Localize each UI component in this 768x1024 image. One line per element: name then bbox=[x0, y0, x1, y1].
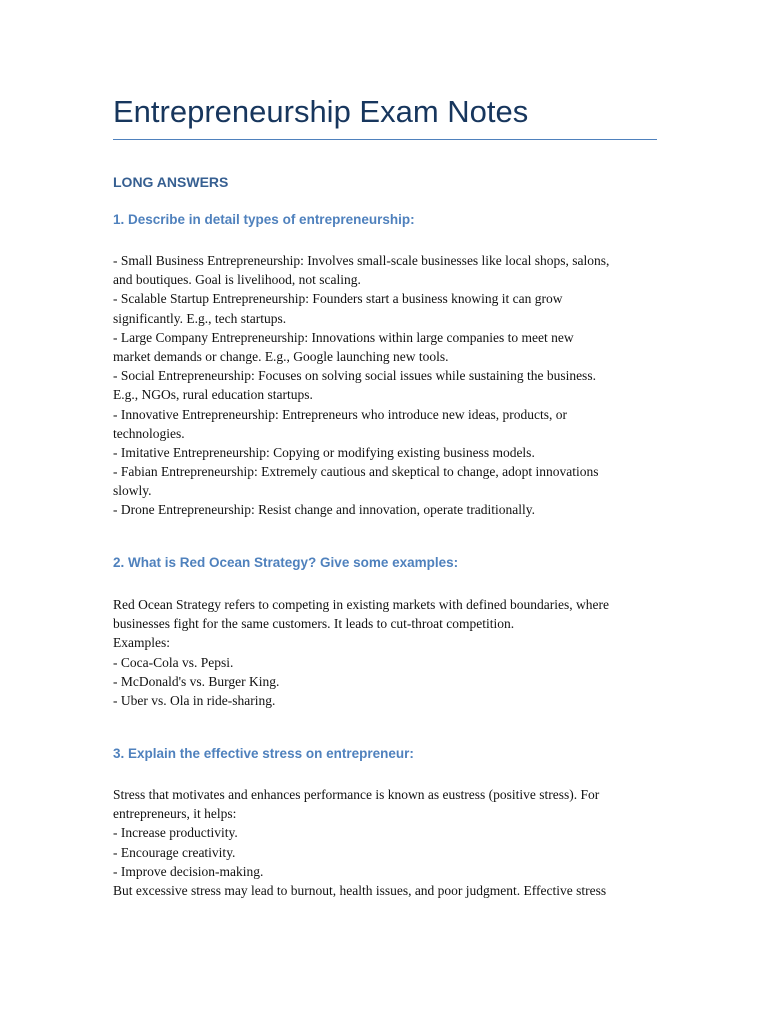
question-1-heading: 1. Describe in detail types of entrepreneurship: bbox=[113, 212, 415, 227]
question-3-heading: 3. Explain the effective stress on entrepreneur: bbox=[113, 746, 414, 761]
answer-line: and boutiques. Goal is livelihood, not scaling. bbox=[113, 272, 361, 288]
answer-line: - Encourage creativity. bbox=[113, 844, 236, 860]
answer-line: - Coca-Cola vs. Pepsi. bbox=[113, 654, 234, 670]
question-2-answer bbox=[113, 595, 673, 710]
question-1-answer bbox=[113, 251, 673, 520]
answer-line: - Improve decision-making. bbox=[113, 863, 264, 879]
title-underline bbox=[113, 139, 657, 140]
answer-line: businesses fight for the same customers. It leads to cut-throat competition. bbox=[113, 616, 515, 632]
answer-line: - Small Business Entrepreneurship: Involves small-scale businesses like local shops, salons, bbox=[113, 253, 610, 268]
answer-line: But excessive stress may lead to burnout, health issues, and poor judgment. Effective stress bbox=[113, 882, 607, 898]
page-title: Entrepreneurship Exam Notes bbox=[113, 94, 529, 129]
answer-line: Red Ocean Strategy refers to competing in existing markets with defined boundaries, where bbox=[113, 597, 609, 612]
answer-line: - Large Company Entrepreneurship: Innovations within large companies to meet new bbox=[113, 329, 574, 345]
answer-line: Examples: bbox=[113, 635, 170, 651]
answer-line: - Social Entrepreneurship: Focuses on solving social issues while sustaining the business. bbox=[113, 368, 596, 384]
answer-line: - Imitative Entrepreneurship: Copying or modifying existing business models. bbox=[113, 444, 535, 460]
section-heading-long-answers: LONG ANSWERS bbox=[113, 174, 229, 190]
question-3-answer bbox=[113, 785, 673, 900]
answer-line: technologies. bbox=[113, 425, 185, 441]
answer-line: - Drone Entrepreneurship: Resist change and innovation, operate traditionally. bbox=[113, 502, 535, 518]
answer-line: - Scalable Startup Entrepreneurship: Founders start a business knowing it can grow bbox=[113, 291, 563, 307]
question-2-heading: 2. What is Red Ocean Strategy? Give some examples: bbox=[113, 555, 459, 570]
answer-line: entrepreneurs, it helps: bbox=[113, 806, 237, 822]
answer-line: market demands or change. E.g., Google launching new tools. bbox=[113, 348, 449, 364]
answer-line: significantly. E.g., tech startups. bbox=[113, 310, 287, 326]
answer-line: - Fabian Entrepreneurship: Extremely cautious and skeptical to change, adopt innovations bbox=[113, 464, 599, 480]
answer-line: Stress that motivates and enhances performance is known as eustress (positive stress). For bbox=[113, 787, 600, 802]
answer-line: - McDonald's vs. Burger King. bbox=[113, 673, 280, 689]
answer-line: - Uber vs. Ola in ride-sharing. bbox=[113, 692, 276, 708]
answer-line: E.g., NGOs, rural education startups. bbox=[113, 387, 313, 403]
answer-line: - Increase productivity. bbox=[113, 825, 238, 841]
answer-line: slowly. bbox=[113, 483, 152, 499]
answer-line: - Innovative Entrepreneurship: Entrepreneurs who introduce new ideas, products, or bbox=[113, 406, 567, 422]
